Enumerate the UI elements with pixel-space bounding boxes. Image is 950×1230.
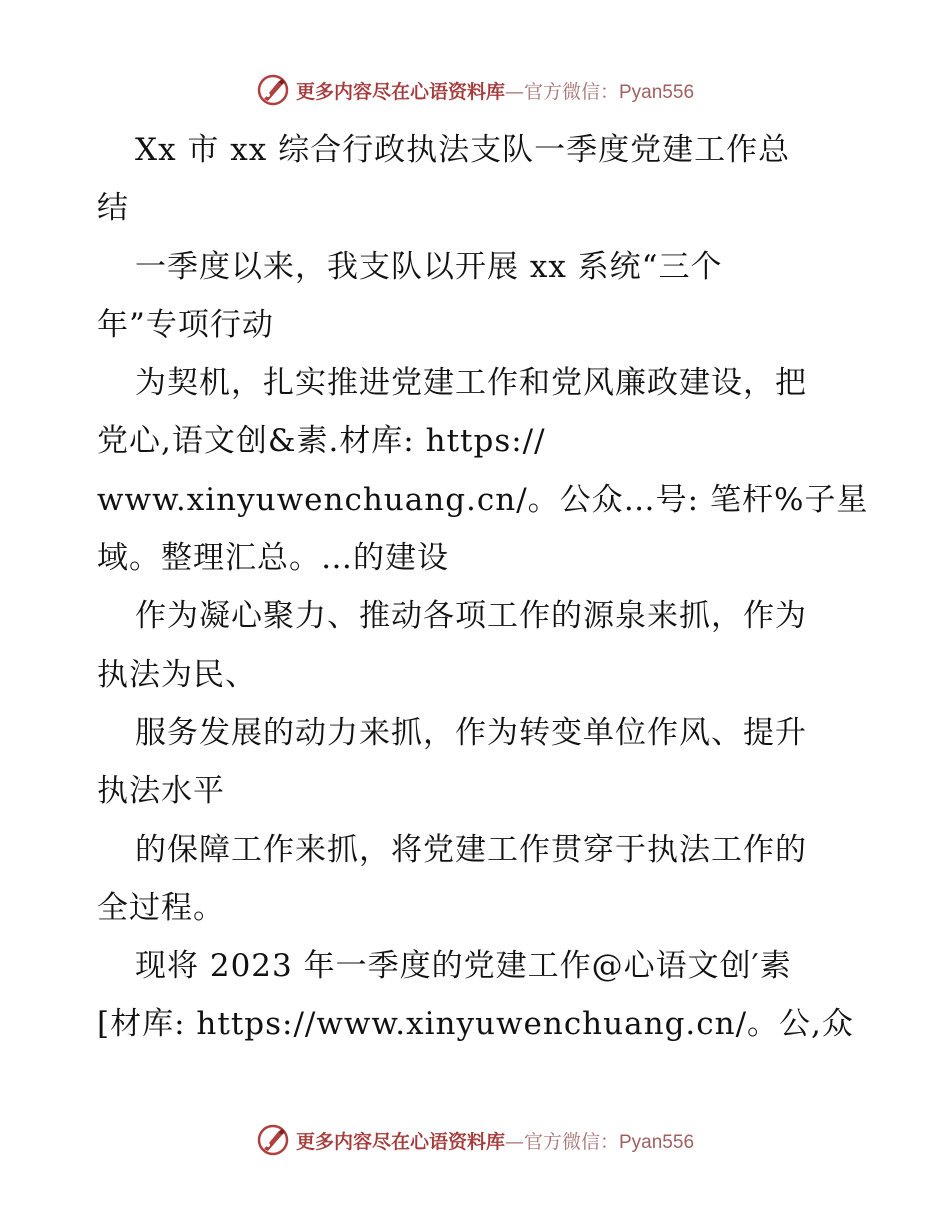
- banner-wechat-id: Pyan556: [619, 1131, 695, 1153]
- banner-dash: —: [504, 80, 524, 103]
- doc-text-line: 为契机，扎实推进党建工作和党风廉政建设，把: [135, 365, 807, 402]
- doc-text-line: 党心,语文创&素.材库: https://: [97, 423, 546, 460]
- banner-wechat-label: 官方微信：: [523, 1130, 619, 1153]
- doc-text-line: [材库: https://www.xinyuwenchuang.cn/。公,众: [97, 1006, 854, 1043]
- doc-text-line: 执法水平: [97, 773, 225, 810]
- doc-title-line-1: Xx 市 xx 综合行政执法支队一季度党建工作总: [135, 132, 791, 168]
- footer-watermark-banner: [0, 1120, 950, 1160]
- banner-main-text: 更多内容尽在心语资料库: [295, 1130, 505, 1153]
- doc-title-line-2: 结: [97, 190, 129, 227]
- pen-logo-icon: [256, 1123, 290, 1157]
- doc-text-line: 执法为民、: [97, 656, 257, 693]
- header-watermark-banner: [0, 70, 950, 110]
- doc-text-line: 现将 2023 年一季度的党建工作@心语文创′素: [135, 948, 792, 985]
- banner-wechat-label: 官方微信：: [523, 80, 619, 103]
- doc-text-line: 年”专项行动: [97, 306, 274, 343]
- document-body: [97, 121, 869, 1054]
- banner-dash: —: [504, 1130, 524, 1153]
- doc-text-line: 全过程。: [97, 889, 225, 926]
- pen-logo-icon: [256, 73, 290, 107]
- doc-text-line: 作为凝心聚力、推动各项工作的源泉来抓，作为: [135, 598, 807, 635]
- doc-text-line: 服务发展的动力来抓，作为转变单位作风、提升: [135, 714, 807, 751]
- doc-text-line: 域。整理汇总。…的建设: [97, 540, 449, 577]
- doc-text-line: www.xinyuwenchuang.cn/。公众…号: 笔杆%子星: [97, 481, 869, 518]
- banner-text: [296, 77, 694, 104]
- banner-main-text: 更多内容尽在心语资料库: [295, 80, 505, 103]
- doc-text-line: 的保障工作来抓，将党建工作贯穿于执法工作的: [135, 831, 807, 868]
- doc-text-line: 一季度以来，我支队以开展 xx 系统“三个: [135, 248, 723, 285]
- banner-text: [296, 1127, 694, 1154]
- banner-wechat-id: Pyan556: [619, 81, 695, 103]
